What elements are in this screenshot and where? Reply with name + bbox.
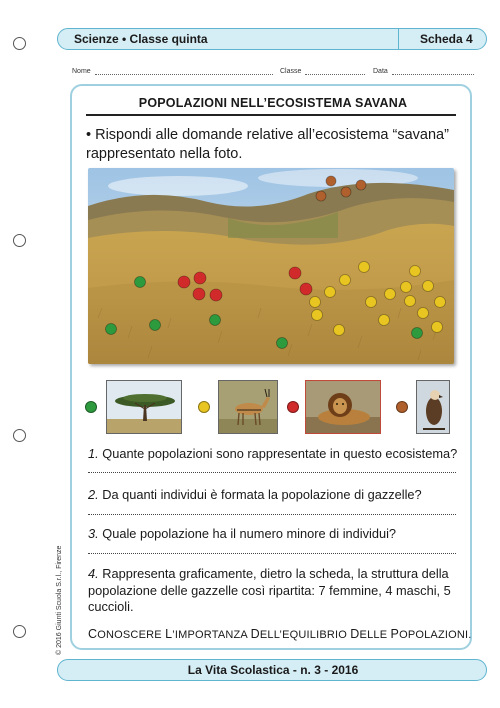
gazelle-marker (410, 266, 421, 277)
tree-marker (277, 338, 288, 349)
tree-marker (106, 324, 117, 335)
class-label: Classe (280, 68, 302, 75)
question-1 (88, 446, 458, 462)
header-divider (398, 29, 399, 49)
date-label: Data (373, 68, 388, 75)
savanna-photo (88, 168, 454, 364)
lion-icon (305, 380, 381, 434)
vulture-marker (326, 176, 336, 186)
class-field[interactable] (280, 68, 365, 75)
copyright-notice: © 2016 Giunti Scuola S.r.l., Firenze (56, 545, 63, 655)
question-number: 4. (88, 566, 99, 581)
vulture-marker (356, 180, 366, 190)
gazelle-marker (334, 325, 345, 336)
lion-marker (289, 267, 301, 279)
legend-dot-lion (287, 401, 299, 413)
gazelle-marker (310, 297, 321, 308)
gazelle-icon (218, 380, 278, 434)
lion-marker (300, 283, 312, 295)
vulture-marker (316, 191, 326, 201)
name-field[interactable] (72, 68, 273, 75)
vulture-marker (341, 187, 351, 197)
lion-marker (178, 276, 190, 288)
legend-dot-vulture (396, 401, 408, 413)
date-field[interactable] (373, 68, 474, 75)
question-number: 2. (88, 487, 99, 502)
sheet-label: Scheda 4 (420, 32, 473, 46)
gazelle-marker (340, 275, 351, 286)
tree-marker (150, 320, 161, 331)
footer-bar (57, 659, 487, 681)
subject-label: Scienze • Classe quinta (74, 32, 208, 46)
gazelle-marker (325, 287, 336, 298)
gazelle-marker (359, 262, 370, 273)
gazelle-marker (401, 282, 412, 293)
header-bar (57, 28, 487, 50)
acacia-tree-icon (106, 380, 182, 434)
gazelle-marker (405, 296, 416, 307)
learning-goal (88, 627, 472, 641)
goal-text: CONOSCERE L’IMPORTANZA DELL’EQUILIBRIO DELLE POPOLAZIONI. (88, 627, 472, 641)
gazelle-marker (423, 281, 434, 292)
gazelle-marker (312, 310, 323, 321)
worksheet-title: POPOLAZIONI NELL’ECOSISTEMA SAVANA (138, 96, 408, 110)
question-text: Da quanti individui è formata la popolazione di gazzelle? (102, 487, 422, 502)
lion-marker (194, 272, 206, 284)
footer-text: La Vita Scolastica - n. 3 - 2016 (187, 663, 359, 677)
answer-line-1[interactable] (88, 472, 456, 473)
gazelle-marker (379, 315, 390, 326)
binder-hole (13, 234, 26, 247)
gazelle-marker (385, 289, 396, 300)
legend-dot-tree (85, 401, 97, 413)
answer-line-2[interactable] (88, 514, 456, 515)
question-2 (88, 487, 458, 503)
lion-marker (193, 288, 205, 300)
binder-hole (13, 625, 26, 638)
binder-hole (13, 37, 26, 50)
gazelle-marker (366, 297, 377, 308)
class-line[interactable] (305, 68, 365, 75)
name-line[interactable] (95, 68, 273, 75)
tree-marker (412, 328, 423, 339)
question-4 (88, 566, 458, 616)
gazelle-marker (432, 322, 443, 333)
answer-line-3[interactable] (88, 553, 456, 554)
instruction-text: • Rispondi alle domande relative all’ecosistema “savana” rappresentato nella foto. (86, 127, 449, 162)
question-3 (88, 526, 458, 542)
binder-hole (13, 429, 26, 442)
name-label: Nome (72, 68, 91, 75)
question-number: 1. (88, 446, 99, 461)
question-number: 3. (88, 526, 99, 541)
question-text: Rappresenta graficamente, dietro la scheda, la struttura della popolazione delle gazzelle così ripartita: 7 femmine, 4 maschi, 5 cuccioli. (88, 566, 451, 614)
question-text: Quante popolazioni sono rappresentate in questo ecosistema? (102, 446, 458, 461)
gazelle-marker (418, 308, 429, 319)
date-line[interactable] (392, 68, 474, 75)
tree-marker (210, 315, 221, 326)
tree-marker (135, 277, 146, 288)
vulture-icon (416, 380, 450, 434)
question-text: Quale popolazione ha il numero minore di individui? (102, 526, 397, 541)
gazelle-marker (435, 297, 446, 308)
lion-marker (210, 289, 222, 301)
legend-dot-gazelle (198, 401, 210, 413)
title-underline (86, 114, 456, 116)
